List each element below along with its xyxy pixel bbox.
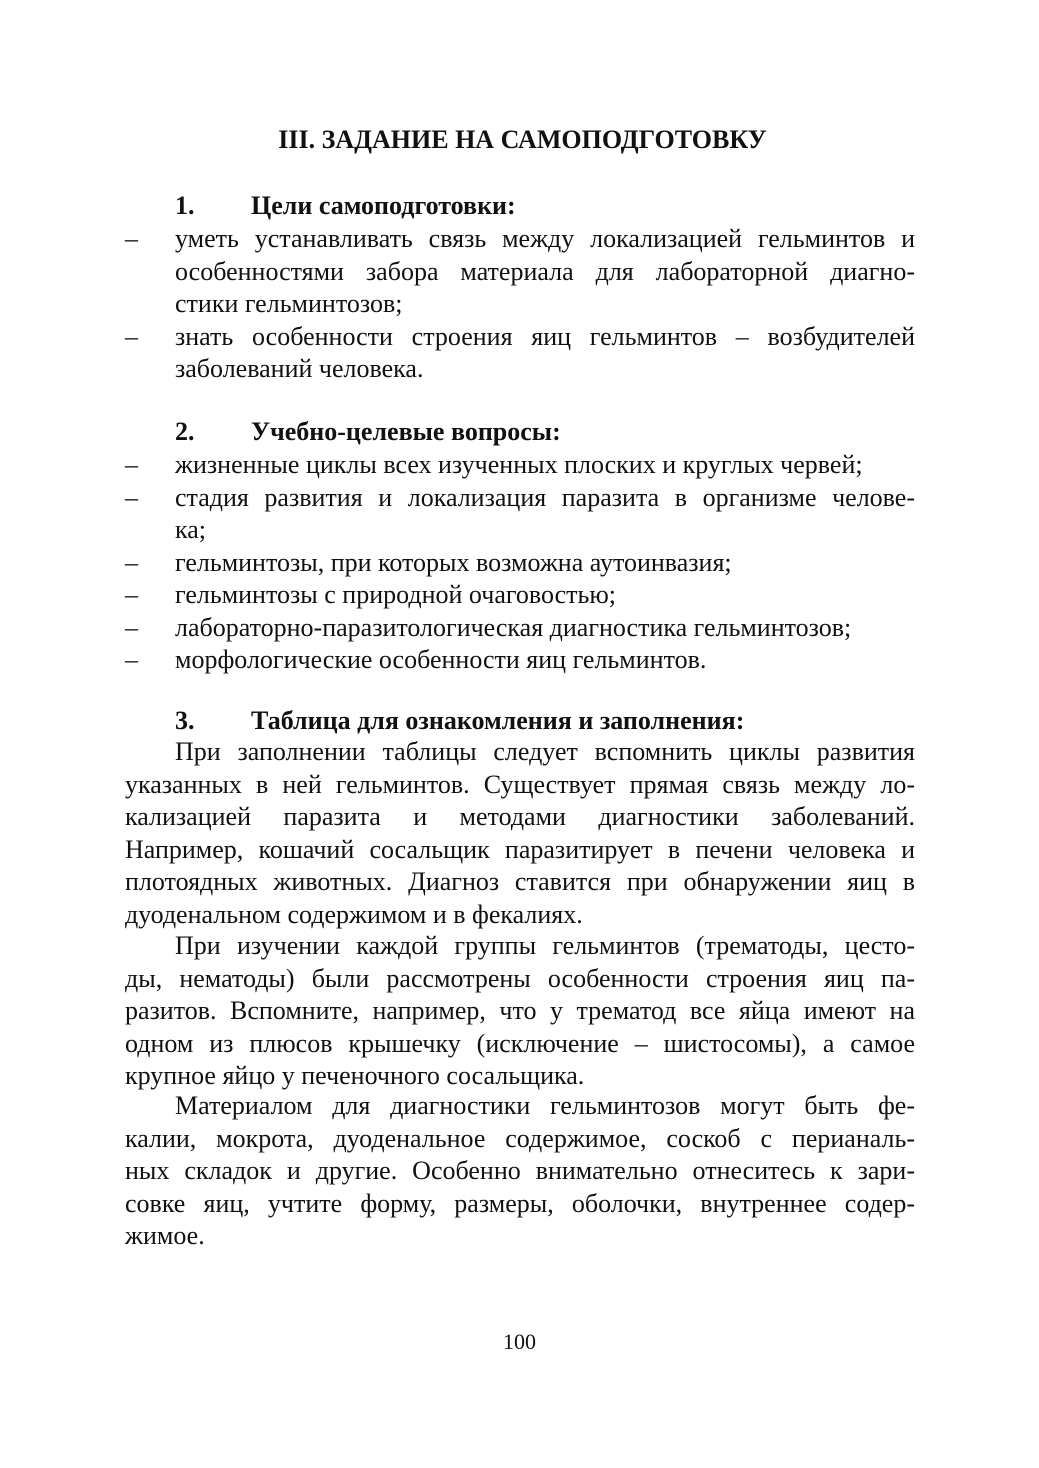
paragraph bbox=[125, 1090, 915, 1253]
list-item bbox=[125, 612, 915, 645]
paragraph-line: калии, мокрота, дуоденальное содержимое, соскоб с перианаль- bbox=[125, 1123, 915, 1153]
list-item bbox=[125, 321, 915, 354]
paragraph-line: При изучении каждой группы гельминтов (трематоды, цесто- bbox=[175, 931, 915, 960]
paragraph-line: крупное яйцо у печеночного сосальщика. bbox=[125, 1061, 585, 1090]
section-title: Цели самоподготовки: bbox=[251, 191, 516, 220]
paragraph-line: Например, кошачий сосальщик паразитирует в печени человека и bbox=[125, 834, 915, 864]
list-item-text: гельминтозы с природной очаговостью; bbox=[175, 580, 617, 609]
section-title: Учебно-целевые вопросы: bbox=[251, 417, 561, 446]
paragraph-line: ных складок и другие. Особенно внимательно отнеситесь к зари- bbox=[125, 1156, 915, 1185]
list-dash: – bbox=[125, 645, 138, 674]
list-item bbox=[125, 547, 915, 580]
paragraph-line: жимое. bbox=[125, 1221, 205, 1250]
paragraph-line: разитов. Вспомните, например, что у трематод все яйца имеют на bbox=[125, 996, 915, 1025]
paragraph-line: Материалом для диагностики гельминтозов могут быть фе- bbox=[175, 1091, 915, 1120]
list-item bbox=[125, 579, 915, 612]
section-heading-table bbox=[175, 705, 744, 737]
paragraph-line: одном из плюсов крышечку (исключение – шистосомы), а самое bbox=[125, 1028, 915, 1058]
list-item-text: ка; bbox=[175, 515, 207, 544]
list-item-text: стики гельминтозов; bbox=[175, 289, 403, 318]
list-item bbox=[125, 449, 915, 482]
paragraph-line: дуоденальном содержимом и в фекалиях. bbox=[125, 899, 583, 929]
list-item bbox=[125, 644, 915, 677]
list-item-text: лабораторно-паразитологическая диагностика гельминтозов; bbox=[175, 612, 852, 642]
paragraph bbox=[125, 930, 915, 1093]
list-item-continuation bbox=[125, 288, 915, 321]
list-item-text: уметь устанавливать связь между локализацией гельминтов и bbox=[175, 224, 915, 253]
paragraph-line: совке яиц, учтите форму, размеры, оболочки, внутреннее содер- bbox=[125, 1188, 915, 1218]
section-title: Таблица для ознакомления и заполнения: bbox=[251, 706, 745, 735]
paragraph-line: плотоядных животных. Диагноз ставится при обнаружении яиц в bbox=[125, 867, 915, 896]
questions-list bbox=[125, 449, 915, 677]
list-dash: – bbox=[125, 612, 138, 642]
section-heading-questions bbox=[175, 416, 561, 448]
paragraph-line: ды, нематоды) были рассмотрены особенности строения яиц па- bbox=[125, 963, 915, 993]
paragraph-line: указанных в ней гельминтов. Существует прямая связь между ло- bbox=[125, 769, 915, 799]
section-number: 1. bbox=[175, 191, 195, 220]
paragraph-line: При заполнении таблицы следует вспомнить циклы развития bbox=[175, 737, 915, 766]
goals-list bbox=[125, 223, 915, 386]
list-dash: – bbox=[125, 450, 138, 479]
page-number: 100 bbox=[503, 1329, 536, 1354]
section-heading-goals bbox=[175, 190, 516, 222]
list-dash: – bbox=[125, 580, 138, 609]
list-item-text: стадия развития и локализация паразита в организме челове- bbox=[175, 482, 915, 512]
paragraph bbox=[125, 736, 915, 931]
list-dash: – bbox=[125, 224, 138, 253]
section-number: 3. bbox=[175, 706, 195, 735]
list-dash: – bbox=[125, 321, 138, 351]
page-title: III. ЗАДАНИЕ НА САМОПОДГОТОВКУ bbox=[278, 125, 767, 154]
list-dash: – bbox=[125, 482, 138, 512]
list-item bbox=[125, 482, 915, 515]
section-number: 2. bbox=[175, 417, 195, 446]
list-item-text: заболеваний человека. bbox=[175, 354, 424, 383]
list-item-continuation bbox=[125, 256, 915, 289]
list-item-text: особенностями забора материала для лабораторной диагно- bbox=[175, 256, 915, 286]
list-item-text: морфологические особенности яиц гельминтов. bbox=[175, 645, 707, 674]
list-item-text: гельминтозы, при которых возможна аутоинвазия; bbox=[175, 547, 732, 577]
list-dash: – bbox=[125, 547, 138, 577]
list-item-text: жизненные циклы всех изученных плоских и круглых червей; bbox=[175, 450, 863, 479]
list-item-continuation bbox=[125, 353, 915, 386]
paragraph-line: кализацией паразита и методами диагностики заболеваний. bbox=[125, 802, 915, 831]
list-item bbox=[125, 223, 915, 256]
list-item-continuation bbox=[125, 514, 915, 547]
list-item-text: знать особенности строения яиц гельминтов – возбудителей bbox=[175, 321, 915, 351]
